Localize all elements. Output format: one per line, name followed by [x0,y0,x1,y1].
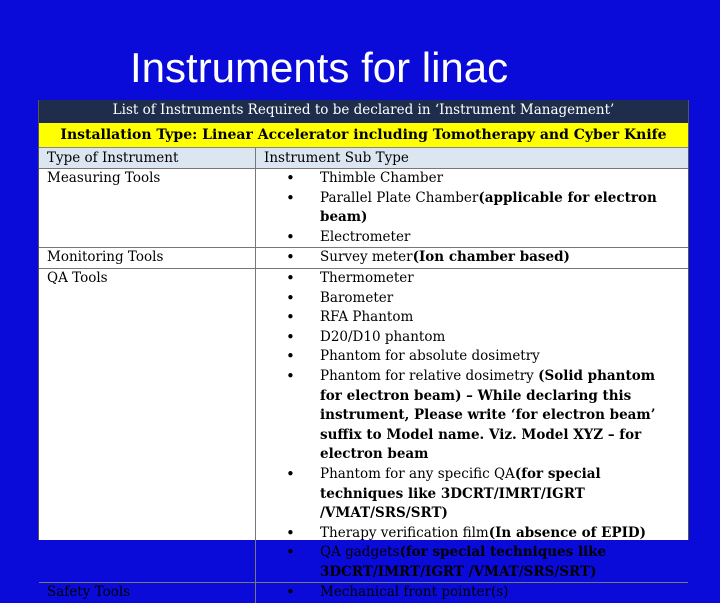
list-item: • Thermometer [256,269,688,289]
group-qa-tools [39,269,688,584]
list-item: • Electrometer [256,228,688,248]
list-item: • Phantom for any specific QA(for special techniques like 3DCRT/IMRT/IGRT /VMAT/SRS/SRT) [256,465,688,524]
column-header-subtype: Instrument Sub Type [264,150,409,166]
subtype-list [256,583,688,603]
instrument-type: Monitoring Tools [39,248,256,268]
list-item: • Barometer [256,289,688,309]
group-safety-tools [39,583,688,603]
list-item: • Parallel Plate Chamber(applicable for electron beam) [256,189,688,228]
group-measuring-tools [39,169,688,248]
installation-type-banner: Installation Type: Linear Accelerator including Tomotherapy and Cyber Knife [39,121,688,148]
instrument-type: QA Tools [39,269,256,583]
slide-title: Instruments for linac [130,44,509,91]
group-monitoring-tools [39,248,688,269]
subtype-list [256,269,688,583]
list-item: • QA gadgets(for special techniques like 3DCRT/IMRT/IGRT /VMAT/SRS/SRT) [256,543,688,582]
subtype-list [256,248,688,268]
list-item: • RFA Phantom [256,308,688,328]
column-header-row [39,148,688,169]
list-item: • Survey meter(Ion chamber based) [256,248,688,268]
subtype-list [256,169,688,247]
list-item: • Thimble Chamber [256,169,688,189]
list-item: • Phantom for absolute dosimetry [256,347,688,367]
document-header: List of Instruments Required to be declared in ‘Instrument Management’ [39,100,688,121]
list-item: • Therapy verification film(In absence of EPID) [256,524,688,544]
instrument-document [38,100,689,601]
list-item: • D20/D10 phantom [256,328,688,348]
column-header-type: Type of Instrument [39,148,256,168]
instrument-type: Measuring Tools [39,169,256,247]
list-item: • Mechanical front pointer(s) [256,583,688,603]
list-item: • Phantom for relative dosimetry (Solid phantom for electron beam) – While declaring this instrument, Please write ‘for electron beam’ suffix to Model name. Viz. Model XYZ – for electron beam [256,367,688,465]
instrument-type: Safety Tools [39,583,256,603]
